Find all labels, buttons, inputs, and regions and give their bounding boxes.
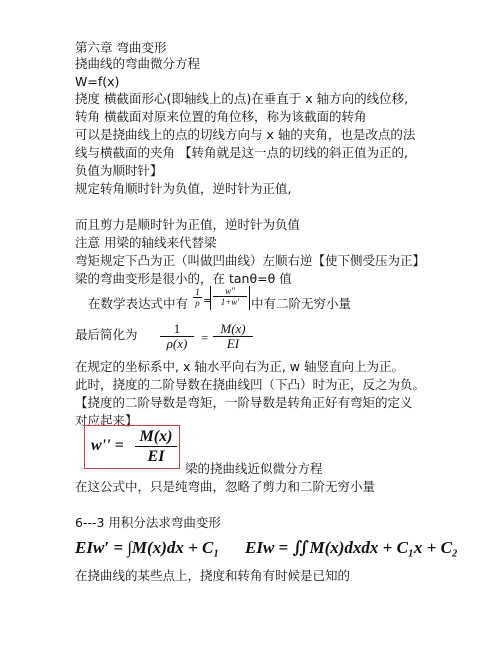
fraction-denominator: ρ(x)	[166, 336, 188, 351]
rule-rotation-sign: 规定转角顺时针为负值，逆时针为正值,	[75, 181, 292, 196]
definition-rotation: 转角 横截面对原来位置的角位移，称为该截面的转角	[75, 109, 367, 124]
integral-equation-deflection: EIw = ∬M(x)dxdx + C₁x + C₂	[245, 538, 458, 557]
section-heading: 挠曲线的弯曲微分方程	[75, 56, 201, 71]
simplified-lhs-fraction	[160, 322, 194, 351]
curvature-rhs-fraction	[213, 286, 247, 307]
math-expression-intro: 在数学表达式中有	[88, 296, 189, 311]
curvature-lhs-fraction	[193, 287, 202, 308]
bracket-left	[210, 286, 212, 310]
approximate-equation-label: 梁的挠曲线近似微分方程	[185, 461, 323, 476]
boundary-conditions-note: 在挠曲线的某些点上，挠度和转角有时候是已知的	[75, 568, 351, 583]
paragraph-line: 可以是挠曲线上的点的切线方向与 x 轴的夹角，也是改点的法	[75, 127, 416, 142]
equals-sign: =	[203, 294, 213, 307]
fraction-numerator: 1	[173, 321, 181, 336]
math-expression-outro: 中有二阶无穷小量	[251, 296, 352, 311]
derivative-correspondence-end: 对应起来】	[75, 413, 138, 428]
section-integration-method: 6---3 用积分法求弯曲变形	[75, 515, 221, 530]
fraction-numerator: M(x)	[220, 321, 246, 336]
note-line: 注意 用梁的轴线来代替梁	[75, 235, 217, 250]
paragraph-line: 负值为顺时针】	[75, 163, 163, 178]
fraction-denominator: 1+w'	[220, 297, 240, 307]
paragraph-line: 线与横截面的夹角 【转角就是这一点的切线的斜正值为正的,	[75, 145, 408, 160]
boxed-lhs: w'' =	[91, 437, 124, 454]
fraction-numerator: 1	[195, 287, 200, 297]
fraction-denominator: EI	[226, 336, 240, 351]
chapter-title: 第六章 弯曲变形	[75, 40, 167, 55]
boxed-fraction	[135, 427, 177, 466]
simplified-label: 最后简化为	[75, 327, 138, 342]
coordinate-convention: 在规定的坐标系中, x 轴水平向右为正, w 轴竖直向上为正。	[75, 359, 404, 374]
definition-deflection: 挠度 横截面形心(即轴线上的点)在垂直于 x 轴方向的线位移,	[75, 91, 409, 106]
simplified-rhs-fraction	[213, 322, 253, 351]
small-deformation-line: 梁的弯曲变形是很小的，在 tanθ=θ 值	[75, 271, 292, 286]
fraction-numerator: M(x)	[139, 428, 173, 445]
rule-shear-sign: 而且剪力是顺时针为正值，逆时针为负值	[75, 217, 301, 232]
rule-moment-sign: 弯矩规定下凸为正（叫做凹曲线）左顺右逆【使下侧受压为正】	[75, 253, 426, 268]
equation-w: W=f(x)	[75, 74, 120, 89]
integral-equation-rotation: EIw′ = ∫M(x)dx + C₁	[75, 538, 220, 557]
fraction-denominator: ρ	[195, 298, 200, 308]
fraction-numerator: w''	[225, 286, 235, 296]
equals-sign: =	[201, 330, 209, 345]
boxed-differential-equation	[84, 425, 180, 469]
derivative-correspondence: 【挠度的二阶导数是弯矩，一阶导数是转角正好有弯矩的定义	[75, 395, 413, 410]
fraction-denominator: EI	[147, 448, 165, 465]
assumption-note: 在这公式中，只是纯弯曲，忽略了剪力和二阶无穷小量	[75, 479, 376, 494]
second-derivative-sign: 此时，挠度的二阶导数在挠曲线凹（下凸）时为正，反之为负。	[75, 377, 426, 392]
